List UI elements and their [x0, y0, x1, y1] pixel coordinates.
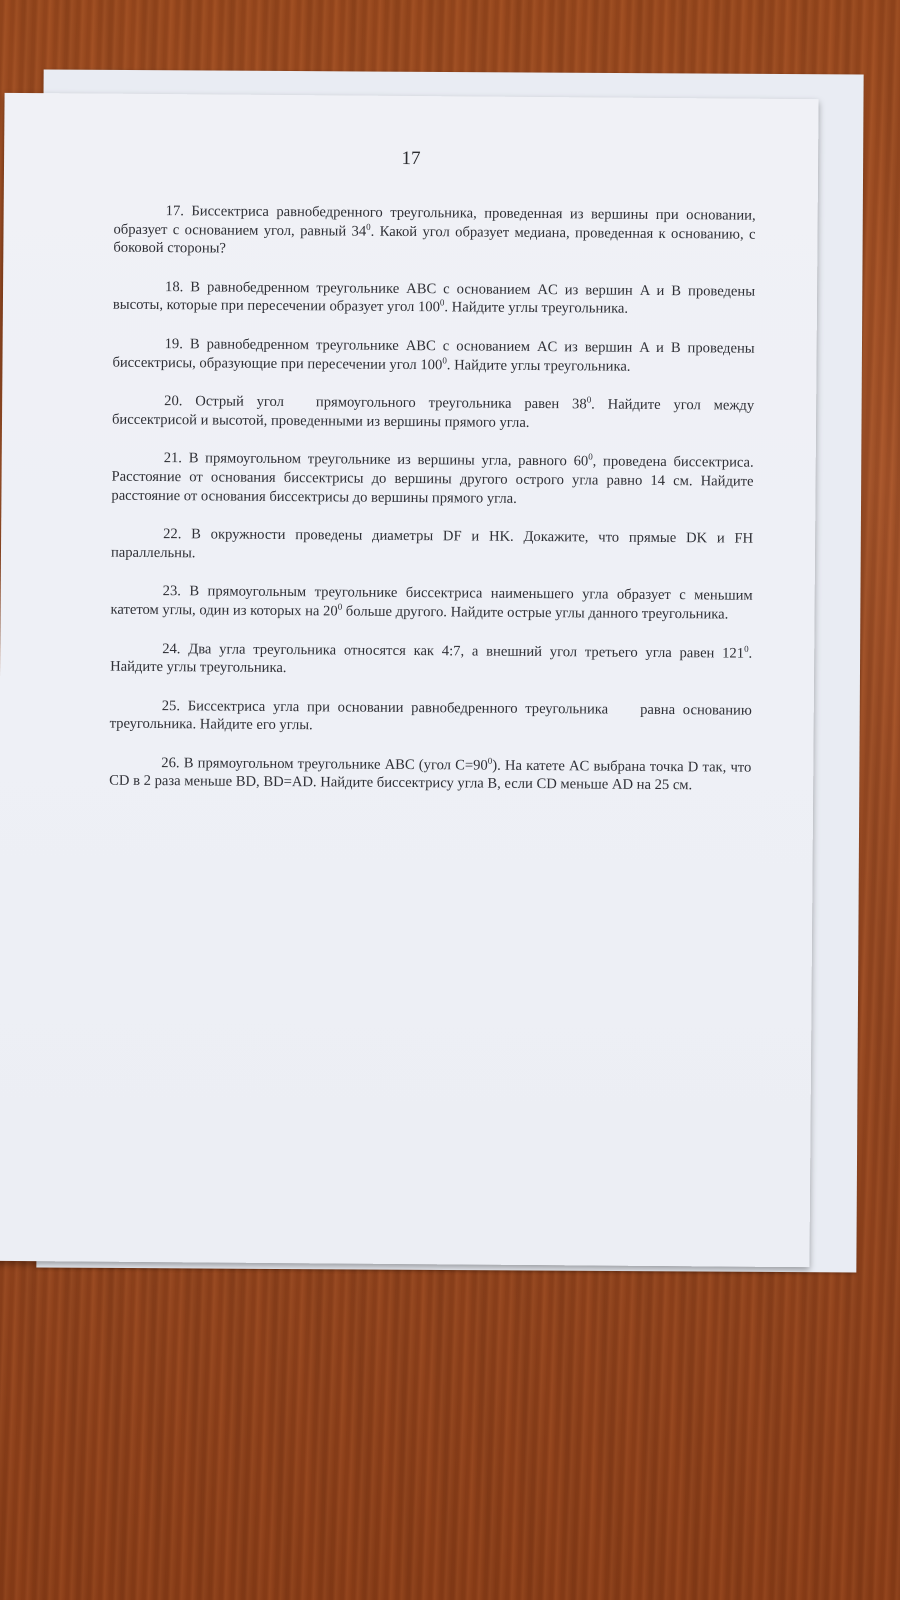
problem-number: 24. [162, 640, 181, 657]
page-number: 17 [401, 147, 421, 170]
degree-mark: 0 [588, 451, 593, 462]
problem-25 [110, 696, 752, 738]
problem-24 [110, 639, 752, 681]
document-page [0, 93, 819, 1267]
degree-mark: 0 [586, 394, 592, 405]
problem-number: 18. [165, 278, 184, 296]
problem-text: Биссектриса равнобедренного треугольника, проведенная из вершины при основании, образует с основанием угол, равный 34 [113, 203, 756, 240]
problem-text: В прямоугольным треугольнике биссектриса наименьшего угла образует с меньшим катетом углы, один из которых на 20 [110, 583, 753, 620]
problem-text: Биссектриса угла при основании равнобедренного треугольника [187, 697, 609, 718]
problem-text: . Найдите угол между биссектрисой и высотой, проведенными из вершины прямого угла. [111, 396, 755, 431]
problem-21 [111, 449, 753, 510]
degree-mark: 0 [442, 354, 447, 366]
problem-text: В прямоугольном треугольнике из вершины угла, равного 60 [188, 450, 589, 470]
problem-number: 20. [164, 393, 183, 410]
problem-number: 21. [163, 450, 183, 467]
problem-text: . Найдите углы треугольника. [110, 645, 753, 677]
problem-list [109, 202, 756, 816]
problem-23 [110, 582, 752, 624]
problem-text: равна основанию треугольника. Найдите его углы. [109, 701, 752, 734]
degree-mark: 0 [487, 755, 493, 766]
problem-number: 17. [165, 203, 184, 220]
problem-text: ). На катете AC выбрана точка D так, что CD в 2 раза меньше BD, BD=AD. Найдите биссектрису угла B, если CD меньше AD на 25 см. [109, 757, 752, 794]
problem-text: прямоугольного треугольника равен 38 [315, 394, 587, 413]
degree-mark: 0 [744, 643, 749, 654]
problem-text: больше другого. Найдите острые углы данного треугольника. [342, 603, 729, 623]
problem-text: Острый угол [195, 393, 285, 411]
problem-number: 26. [161, 754, 180, 772]
problem-number: 23. [162, 583, 182, 600]
problem-text: В окружности проведены диаметры DF и HK. Докажите, что прямые DK и FH параллельны. [110, 526, 754, 562]
problem-20 [112, 392, 754, 434]
problem-22 [111, 525, 753, 567]
problem-text: В прямоугольном треугольнике ABC (угол C=90 [183, 755, 488, 774]
problem-number: 22. [163, 526, 182, 543]
problem-text: . Какой угол образует медиана, проведенная к основанию, с боковой стороны? [113, 223, 756, 257]
problem-text: . Найдите углы треугольника. [446, 356, 631, 375]
problem-19 [112, 335, 754, 377]
problem-18 [113, 277, 755, 319]
problem-26 [109, 754, 751, 796]
problem-number: 25. [161, 697, 181, 714]
degree-mark: 0 [366, 221, 371, 232]
degree-mark: 0 [439, 297, 445, 308]
problem-text: В равнобедренном треугольнике ABC с основанием AC из вершин A и B проведены биссектрисы, образующие при пересечении угол 100 [112, 336, 755, 373]
problem-text: В равнобедренном треугольнике ABC с основанием AC из вершин A и B проведены высоты, которые при пересечении образует угол 100 [112, 279, 756, 316]
problem-text: , проведена биссектриса. Расстояние от основания биссектрисы до вершины другого острого угла равно 14 см. Найдите расстояние от основания биссектрисы до вершины прямого угла. [111, 453, 754, 507]
problem-text: Два угла треугольника относятся как 4:7, а внешний угол третьего угла равен 121 [188, 640, 745, 662]
problem-17 [113, 202, 755, 263]
degree-mark: 0 [337, 601, 343, 612]
problem-text: . Найдите углы треугольника. [444, 299, 629, 318]
problem-number: 19. [164, 336, 183, 353]
